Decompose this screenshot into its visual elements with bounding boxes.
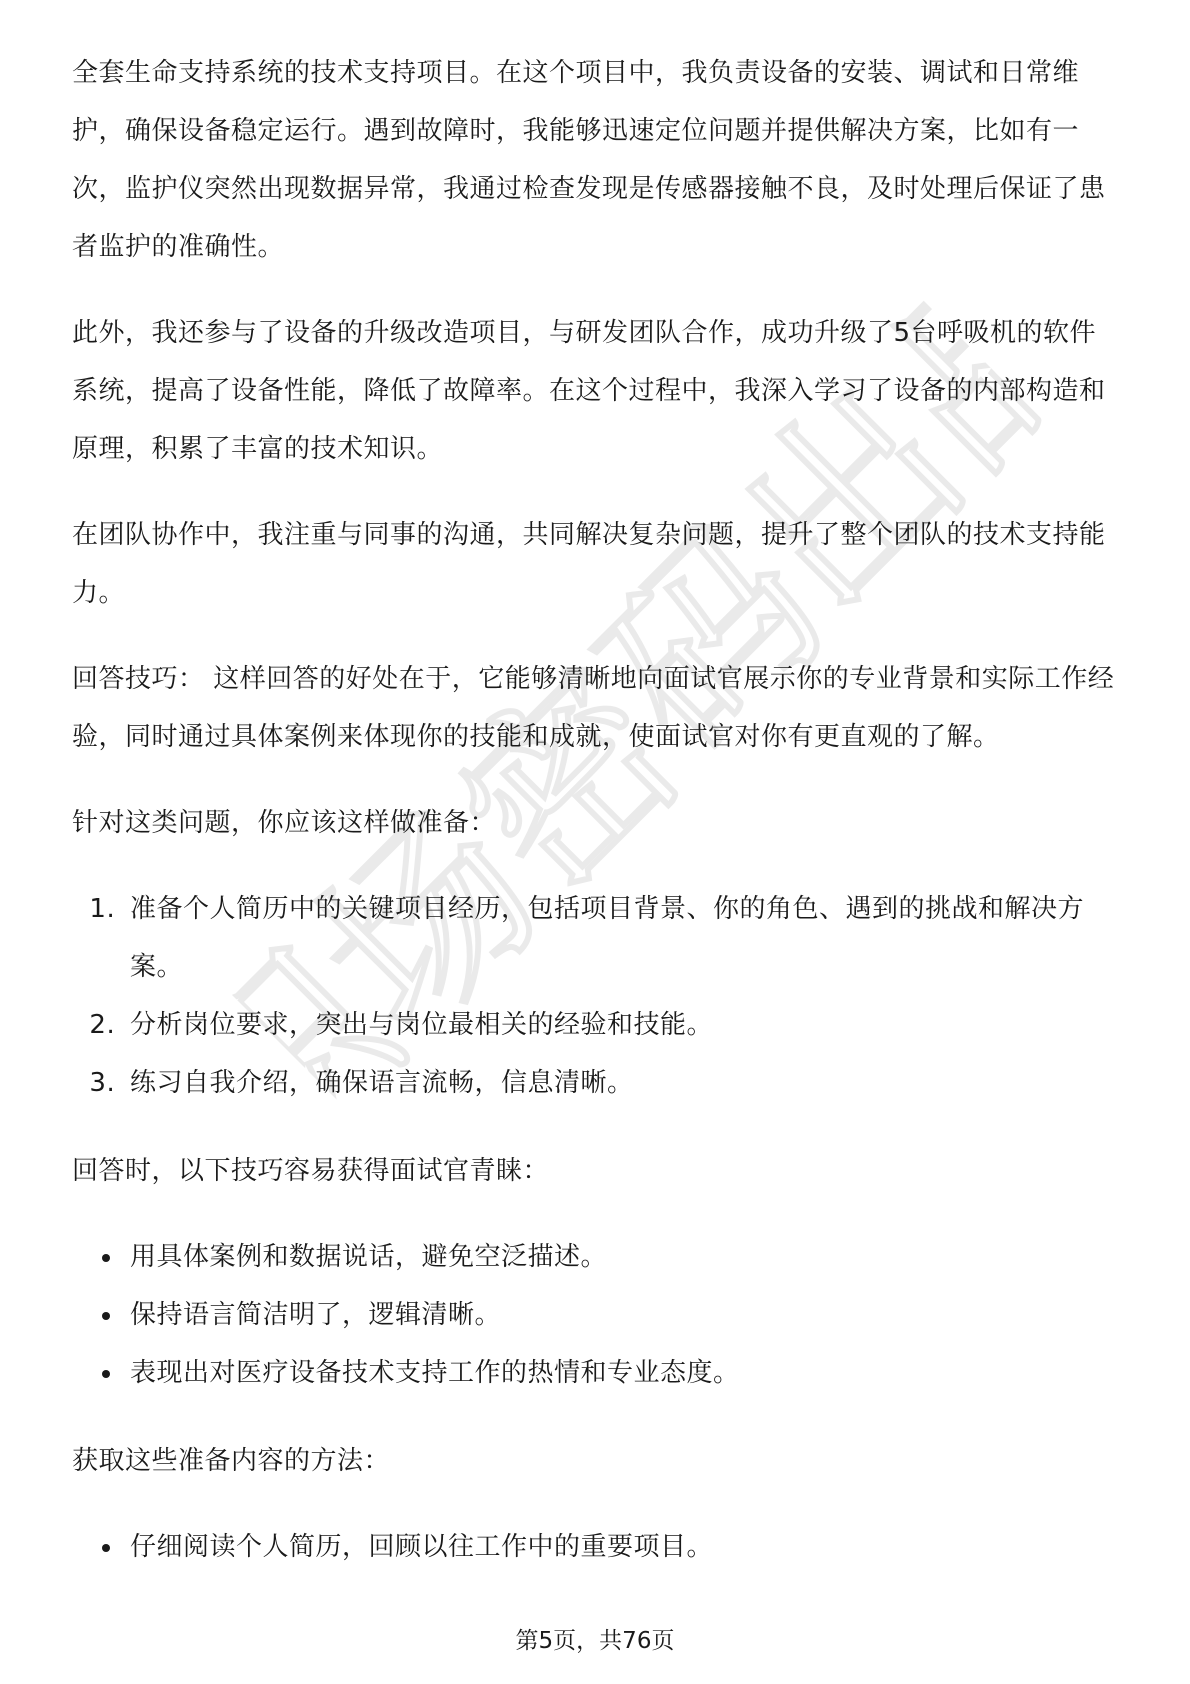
watermark-text: 职场密码出品 <box>187 257 1093 1163</box>
method-list <box>72 1518 1122 1576</box>
page-number: 第5页，共76页 <box>515 1628 675 1654</box>
list-item: • 保持语言简洁明了，逻辑清晰。 <box>124 1286 1122 1344</box>
list-item: 1. 准备个人简历中的关键项目经历，包括项目背景、你的角色、遇到的挑战和解决方案。 <box>124 880 1122 996</box>
paragraph-upgrade-project: 此外，我还参与了设备的升级改造项目，与研发团队合作，成功升级了5台呼吸机的软件系统，提高了设备性能，降低了故障率。在这个过程中，我深入学习了设备的内部构造和原理，积累了丰富的技术知识。 <box>72 318 1106 464</box>
list-item: • 用具体案例和数据说话，避免空泛描述。 <box>124 1228 1122 1286</box>
list-item: 2. 分析岗位要求，突出与岗位最相关的经验和技能。 <box>124 996 1122 1054</box>
paragraph-project-intro: 全套生命支持系统的技术支持项目。在这个项目中，我负责设备的安装、调试和日常维护，确保设备稳定运行。遇到故障时，我能够迅速定位问题并提供解决方案，比如有一次，监护仪突然出现数据异常，我通过检查发现是传感器接触不良，及时处理后保证了患者监护的准确性。 <box>72 58 1106 262</box>
list-item: • 表现出对医疗设备技术支持工作的热情和专业态度。 <box>124 1344 1122 1402</box>
paragraph-tips-heading: 回答时，以下技巧容易获得面试官青睐： <box>72 1156 550 1186</box>
paragraph-teamwork: 在团队协作中，我注重与同事的沟通，共同解决复杂问题，提升了整个团队的技术支持能力。 <box>72 520 1106 608</box>
paragraph-preparation-heading: 针对这类问题，你应该这样做准备： <box>72 808 497 838</box>
paragraph-method-heading: 获取这些准备内容的方法： <box>72 1446 391 1476</box>
list-item: 3. 练习自我介绍，确保语言流畅，信息清晰。 <box>124 1054 1122 1112</box>
preparation-list <box>72 880 1122 1112</box>
document-body <box>72 44 1122 1606</box>
paragraph-answer-tips: 回答技巧： 这样回答的好处在于，它能够清晰地向面试官展示你的专业背景和实际工作经验，同时通过具体案例来体现你的技能和成就，使面试官对你有更直观的了解。 <box>72 664 1115 752</box>
tips-list <box>72 1228 1122 1402</box>
list-item: • 仔细阅读个人简历，回顾以往工作中的重要项目。 <box>124 1518 1122 1576</box>
